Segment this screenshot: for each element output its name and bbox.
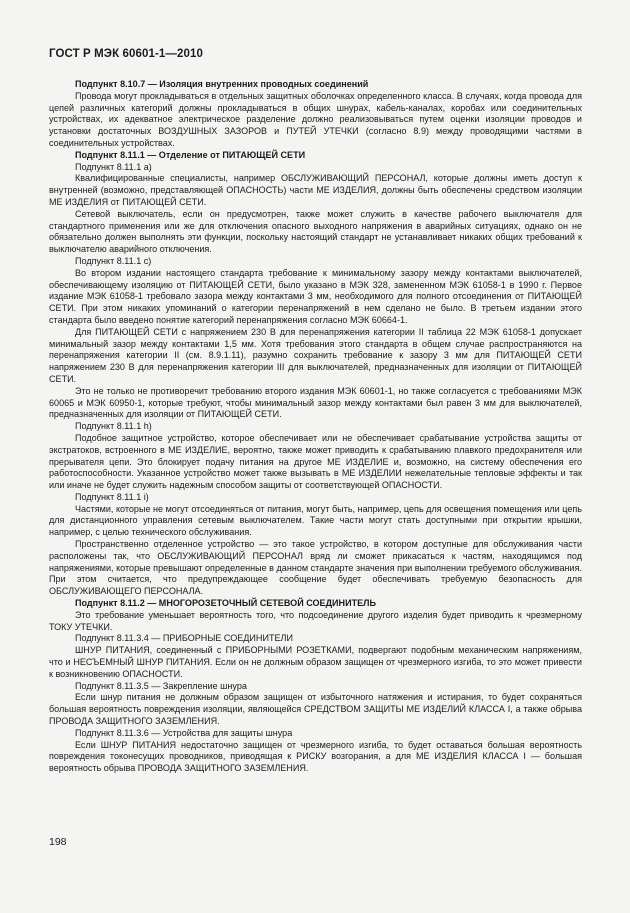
- body-paragraph: Это не только не противоречит требованию второго издания МЭК 60601-1, но также согласуется с требованиями МЭК 60065 и МЭК 60950-1, которые требуют, чтобы минимальный зазор между контактами был равен 3 мм для выключателей, предназначенных для изоляции от ПИТАЮЩЕЙ СЕТИ.: [49, 385, 582, 420]
- subclause-label: Подпункт 8.11.3.5 — Закрепление шнура: [75, 680, 247, 691]
- body-paragraph: Провода могут прокладываться в отдельных защитных оболочках определенного класса. В случаях, когда провода для цепей различных категорий должны прокладываться в общих шнурах, кабель-каналах, коробах или соединительных устройствах, их адекватное электрическое разделение должно реализовываться путем оценки изоляции проводов и установки достаточных ВОЗДУШНЫХ ЗАЗОРОВ и ПУТЕЙ УТЕЧКИ (согласно 8.9) между проводящими частями в соединительных устройствах.: [49, 90, 582, 148]
- subclause-label: Подпункт 8.11.1 с): [75, 255, 152, 266]
- subclause-heading: Подпункт 8.11.1 — Отделение от ПИТАЮЩЕЙ СЕТИ: [75, 149, 306, 160]
- subclause-label: Подпункт 8.11.1 i): [75, 491, 149, 502]
- body-paragraph: Во втором издании настоящего стандарта требование к минимальному зазору между контактами выключателей, обеспечивающему изоляцию от ПИТАЮЩЕЙ СЕТИ, было указано в МЭК 328, замененном МЭК 61058-1 в 1990 г. Первое издание МЭК 61058-1 требовало зазора между контактами 3 мм, необходимого для полного отсоединения от ПИТАЮЩЕЙ СЕТИ. При этом никаких упоминаний о категории перенапряжений в нем сделано не было. В третьем издании этого стандарта было введено понятие категорий перенапряжения согласно МЭК 60664-1.: [49, 267, 582, 325]
- body-paragraph: Подобное защитное устройство, которое обеспечивает или не обеспечивает срабатывание устройства защиты от экстратоков, встроенного в МЕ ИЗДЕЛИЕ, вероятно, также может приводить к срабатыванию плавкого предохранителя или прерывателя цепи. Это блокирует подачу питания на другое МЕ ИЗДЕЛИЕ и, возможно, на систему обеспечения его работоспособности. Указанное устройство может также вызывать в МЕ ИЗДЕЛИИ нежелательные тепловые эффекты и так или иначе не будет служить надежным способом защиты от соответствующей ОПАСНОСТИ.: [49, 432, 582, 491]
- subclause-label: Подпункт 8.11.3.6 — Устройства для защиты шнура: [75, 727, 293, 738]
- body-paragraph: Пространственно отделенное устройство — это такое устройство, в котором доступные для обслуживания части расположены так, что ОБСЛУЖИВАЮЩИЙ ПЕРСОНАЛ вряд ли сможет прикасаться к частям, находящимся под напряжениями, которые превышают определенные в данном стандарте значения при выполнении требуемого обслуживания. При этом считается, что предупреждающее сообщение будет обеспечивать требуемую безопасность для ОБСЛУЖИВАЮЩЕГО ПЕРСОНАЛА.: [49, 539, 582, 597]
- body-paragraph: Сетевой выключатель, если он предусмотрен, также может служить в качестве рабочего выключателя для стандартного применения или же для отключения опасного выходного напряжения в аварийных ситуациях, однако он не обязательно должен выполнять эти функции, поскольку настоящий стандарт не устанавливает никаких общих требований к выключателю аварийного отключения.: [49, 208, 582, 255]
- document-header: ГОСТ Р МЭК 60601-1—2010: [49, 48, 203, 60]
- body-paragraph: Это требование уменьшает вероятность того, что подсоединение другого изделия будет приводить к чрезмерному ТОКУ УТЕЧКИ.: [49, 609, 582, 632]
- subclause-heading: Подпункт 8.10.7 — Изоляция внутренних проводных соединений: [75, 79, 369, 89]
- body-paragraph: ШНУР ПИТАНИЯ, соединенный с ПРИБОРНЫМИ РОЗЕТКАМИ, подвергают подобным механическим напряжениям, что и НЕСЪЕМНЫЙ ШНУР ПИТАНИЯ. Если он не должным образом защищен от чрезмерного изгиба, то это может привести к возникновению ОПАСНОСТИ.: [49, 645, 582, 679]
- body-paragraph: Квалифицированные специалисты, например ОБСЛУЖИВАЮЩИЙ ПЕРСОНАЛ, которые должны иметь доступ к внутренней (возможно, представляющей ОПАСНОСТЬ) части МЕ ИЗДЕЛИЯ, должны быть обеспечены средством изоляции МЕ ИЗДЕЛИЯ от ПИТАЮЩЕЙ СЕТИ.: [49, 173, 582, 207]
- document-body: [49, 79, 582, 775]
- body-paragraph: Если шнур питания не должным образом защищен от избыточного натяжения и истирания, то будет сохраняться большая вероятность повреждения изоляции, являющейся СРЕДСТВОМ ЗАЩИТЫ МЕ ИЗДЕЛИЙ КЛАССА I, а также обрыва ПРОВОДА ЗАЩИТНОГО ЗАЗЕМЛЕНИЯ.: [49, 692, 582, 727]
- body-paragraph: Для ПИТАЮЩЕЙ СЕТИ с напряжением 230 В для перенапряжения категории II таблица 22 МЭК 61058-1 допускает минимальный зазор между контактами 1,5 мм. Хотя требования этого стандарта в общем случае распространяются на перенапряжения категории II (см. 8.9.1.11), разумно сохранить требование к зазору 3 мм для ПИТАЮЩЕЙ СЕТИ напряжением 230 В для перенапряжения категории III для выключателей, предназначенных для изоляции от ПИТАЮЩЕЙ СЕТИ.: [49, 326, 582, 384]
- page-number: 198: [49, 836, 67, 848]
- subclause-label: Подпункт 8.11.1 h): [75, 421, 152, 432]
- body-paragraph: Частями, которые не могут отсоединяться от питания, могут быть, например, цепь для освещения помещения или цепь для дистанционного управления сетевым выключателем. Такие части могут стать доступными при открытии крышки, например, с целью технического обслуживания.: [49, 503, 582, 538]
- subclause-label: Подпункт 8.11.1 а): [75, 161, 152, 172]
- subclause-heading: Подпункт 8.11.2 — МНОГОРОЗЕТОЧНЫЙ СЕТЕВОЙ СОЕДИНИТЕЛЬ: [75, 598, 376, 609]
- subclause-label: Подпункт 8.11.3.4 — ПРИБОРНЫЕ СОЕДИНИТЕЛИ: [75, 633, 293, 644]
- body-paragraph: Если ШНУР ПИТАНИЯ недостаточно защищен от чрезмерного изгиба, то будет оставаться большая вероятность повреждения токонесущих проводников, приводящая к РИСКУ возгорания, а для МЕ ИЗДЕЛИЯ КЛАССА I — большая вероятность обрыва ПРОВОДА ЗАЩИТНОГО ЗАЗЕМЛЕНИЯ.: [49, 739, 582, 774]
